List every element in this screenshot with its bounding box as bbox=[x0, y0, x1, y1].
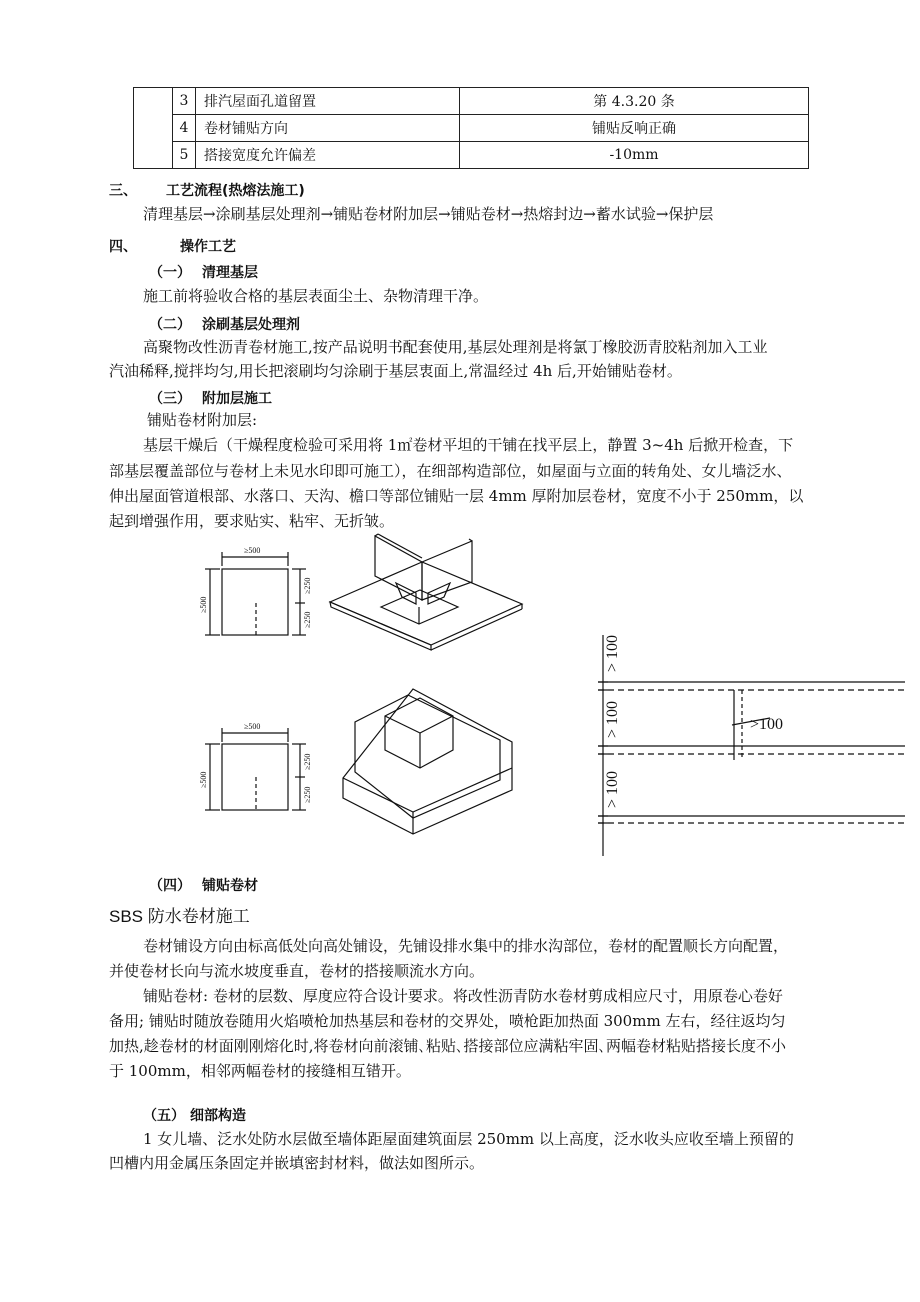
upper-dimension-drawing bbox=[199, 546, 312, 635]
table-cell-value: 铺贴反响正确 bbox=[460, 115, 809, 142]
table-cell-item: 搭接宽度允许偏差 bbox=[196, 142, 460, 169]
sub1-title: 清理基层 bbox=[202, 265, 258, 281]
sub5-line2: 凹槽内用金属压条固定并嵌填密封材料，做法如图所示。 bbox=[109, 1154, 485, 1172]
sub2-line2: 汽油稀释,搅拌均匀,用长把滚刷均匀涂刷于基层衷面上,常温经过 4h 后,开始铺贴卷材。 bbox=[109, 362, 682, 380]
waterproof-detail-figure bbox=[0, 530, 920, 860]
section3-title: 工艺流程(热熔法施工) bbox=[166, 183, 305, 199]
process-flow: 清理基层→涂刷基层处理剂→铺贴卷材附加层→铺贴卷材→热熔封边→蓄水试验→保护层 bbox=[143, 205, 714, 223]
para1-line2: 并使卷材长向与流水坡度垂直，卷材的搭接顺流水方向。 bbox=[109, 962, 485, 980]
sub2-line1: 高聚物改性沥青卷材施工,按产品说明书配套使用,基层处理剂是将氯丁橡胶沥青胶粘剂加入工业 bbox=[143, 338, 768, 356]
table-cell-item: 卷材铺贴方向 bbox=[196, 115, 460, 142]
section4-title: 操作工艺 bbox=[180, 239, 236, 255]
dim-500-vertical-label: ≥500 bbox=[199, 596, 208, 613]
sub2-title: 涂刷基层处理剂 bbox=[202, 317, 300, 333]
table-row bbox=[134, 115, 809, 142]
para2-line1: 铺贴卷材: 卷材的层数、厚度应符合设计要求。将改性沥青防水卷材剪成相应尺寸，用原卷心卷好 bbox=[143, 987, 783, 1005]
lower-dimension-drawing bbox=[199, 722, 312, 810]
dim-100-label-bottom: > 100 bbox=[604, 770, 621, 808]
spec-table bbox=[133, 87, 809, 169]
table-cell-no: 5 bbox=[173, 142, 196, 169]
lower-box-isometric bbox=[343, 689, 512, 834]
table-row bbox=[134, 142, 809, 169]
sub3-line1: 基层干燥后（干燥程度检验可采用将 1㎡卷材平坦的干铺在找平层上，静置 3~4h 后掀开检查，下 bbox=[143, 436, 794, 454]
dim-250-label-b: ≥250 bbox=[303, 611, 312, 628]
sub3-line2: 部基层覆盖部位与卷材上未见水印即可施工），在细部构造部位，如屋面与立面的转角处、女儿墙泛水、 bbox=[109, 462, 792, 480]
table-row bbox=[134, 88, 809, 115]
section4-number: 四、 bbox=[109, 239, 137, 255]
sub5-label: （五） bbox=[143, 1108, 185, 1124]
para2-line3: 加热,趁卷材的材面刚刚熔化时,将卷材向前滚铺､粘贴､搭接部位应满粘牢固､两幅卷材粘贴搭接长度不小 bbox=[109, 1037, 787, 1055]
sub3-line3: 伸出屋面管道根部、水落口、天沟、檐口等部位铺贴一层 4mm 厚附加层卷材，宽度不小于 250mm，以 bbox=[109, 487, 804, 505]
sub4-label: （四） bbox=[149, 878, 191, 894]
table-merged-cell bbox=[134, 88, 173, 169]
dim-100-label-top: > 100 bbox=[604, 634, 621, 672]
sbs-title: SBS 防水卷材施工 bbox=[109, 907, 250, 926]
sub1-text: 施工前将验收合格的基层表面尘土、杂物清理干净。 bbox=[143, 287, 489, 305]
dim-250-label-a: ≥250 bbox=[303, 577, 312, 594]
table-cell-item: 排汽屋面孔道留置 bbox=[196, 88, 460, 115]
section3-number: 三、 bbox=[109, 183, 137, 199]
dim-500-label: ≥500 bbox=[244, 546, 261, 555]
sub3-title: 附加层施工 bbox=[202, 391, 272, 407]
sub5-title: 细部构造 bbox=[190, 1108, 246, 1124]
table-cell-value: 第 4.3.20 条 bbox=[460, 88, 809, 115]
sub3-line4: 起到增强作用，要求贴实、粘牢、无折皱。 bbox=[109, 512, 395, 530]
table-cell-value: -10mm bbox=[460, 142, 809, 169]
dim-250-label-a: ≥250 bbox=[303, 753, 312, 770]
sub1-label: （一） bbox=[149, 265, 191, 281]
dim-500-vertical-label: ≥500 bbox=[199, 771, 208, 788]
dim-250-label-b: ≥250 bbox=[303, 786, 312, 803]
sub2-label: （二） bbox=[149, 317, 191, 333]
dim-100-label-mid: > 100 bbox=[604, 700, 621, 738]
dim-100-label-horizontal: >100 bbox=[750, 716, 784, 733]
para2-line4: 于 100mm，相邻两幅卷材的接缝相互错开。 bbox=[109, 1062, 411, 1080]
sub5-line1: 1 女儿墙、泛水处防水层做至墙体距屋面建筑面层 250mm 以上高度，泛水收头应收至墙上预留的 bbox=[143, 1130, 794, 1148]
upper-corner-isometric bbox=[330, 534, 522, 650]
table-cell-no: 3 bbox=[173, 88, 196, 115]
para2-line2: 备用; 铺贴时随放卷随用火焰喷枪加热基层和卷材的交界处，喷枪距加热面 300mm 左右，经往返均匀 bbox=[109, 1012, 786, 1030]
para1-line1: 卷材铺设方向由标高低处向高处铺设，先铺设排水集中的排水沟部位，卷材的配置顺长方向配置， bbox=[143, 937, 789, 955]
sub3-label: （三） bbox=[149, 391, 191, 407]
overlap-plan-drawing bbox=[598, 635, 905, 856]
sub3-intro: 铺贴卷材附加层: bbox=[147, 411, 258, 429]
table-cell-no: 4 bbox=[173, 115, 196, 142]
dim-500-label: ≥500 bbox=[244, 722, 261, 731]
sub4-title: 铺贴卷材 bbox=[202, 878, 258, 894]
